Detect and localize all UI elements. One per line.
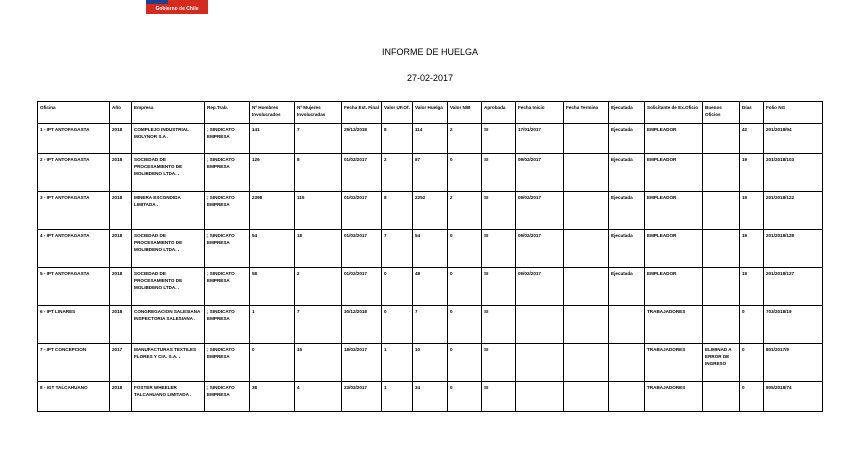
table-cell: ; SINDICATO EMPRESA (205, 124, 250, 154)
table-cell: TRABAJADORES (645, 344, 703, 382)
table-cell: 0 (740, 382, 764, 412)
col-header: Año (110, 102, 132, 124)
table-cell: 19 (740, 268, 764, 306)
strike-report-table (37, 101, 823, 412)
table-cell: SI (482, 268, 516, 306)
table-cell: 0 (448, 230, 482, 268)
table-cell: 18 (295, 230, 342, 268)
table-cell: 3 - IPT ANTOFAGASTA (38, 192, 110, 230)
table-cell: 10 (413, 344, 448, 382)
table-cell: EMPLEADOR (645, 154, 703, 192)
table-cell (703, 268, 740, 306)
table-row (38, 124, 823, 154)
table-cell: 7 (382, 230, 413, 268)
table-cell (564, 382, 609, 412)
table-cell: 801/2017/9 (764, 344, 823, 382)
report-date: 27-02-2017 (406, 73, 454, 83)
table-cell: 23/02/2017 (342, 382, 382, 412)
table-cell: 703/2018/19 (764, 306, 823, 344)
table-cell: 09/02/2017 (516, 192, 564, 230)
table-cell: 7 (295, 306, 342, 344)
gobierno-logo (146, 0, 208, 14)
table-cell: 7 - IPT CONCEPCION (38, 344, 110, 382)
table-cell: 7 (413, 306, 448, 344)
table-cell: 58 (250, 268, 295, 306)
table-row (38, 230, 823, 268)
table-cell: 805/2018/74 (764, 382, 823, 412)
table-cell: SI (482, 124, 516, 154)
table-cell: 19 (740, 154, 764, 192)
table-cell (609, 344, 645, 382)
table-row (38, 154, 823, 192)
table-cell: SOCIEDAD DE PROCESAMIENTO DE MOLIBDENO LTDA. . (132, 154, 205, 192)
table-cell: TRABAJADORES (645, 306, 703, 344)
table-cell: 2018 (110, 306, 132, 344)
table-cell: ; SINDICATO EMPRESA (205, 382, 250, 412)
col-header: Rep.Trab. (205, 102, 250, 124)
table-cell (516, 382, 564, 412)
table-cell: Ejecutada (609, 154, 645, 192)
table-cell: 09/02/2017 (516, 268, 564, 306)
table-cell: SOCIEDAD DE PROCESAMIENTO DE MOLIBDENO LTDA. . (132, 230, 205, 268)
table-cell (564, 230, 609, 268)
table-cell: MANUFACTURAS TEXTILES FLORES Y CIA. S.A. . (132, 344, 205, 382)
table-cell (516, 306, 564, 344)
table-cell: 0 (382, 268, 413, 306)
table-cell: ; SINDICATO EMPRESA (205, 192, 250, 230)
col-header: Oficina (38, 102, 110, 124)
table-cell: 6 - IPT LINARES (38, 306, 110, 344)
table-cell (564, 192, 609, 230)
table-row (38, 344, 823, 382)
col-header: Ejecutada (609, 102, 645, 124)
col-header: Buenos Oficios (703, 102, 740, 124)
table-header-row (38, 102, 823, 124)
table-cell: SI (482, 344, 516, 382)
table-cell: 0 (382, 306, 413, 344)
table-cell: 01/02/2017 (342, 230, 382, 268)
col-header: Valor N/B (448, 102, 482, 124)
col-header: Valor UF.Of. (382, 102, 413, 124)
table-cell: 4 - IPT ANTOFAGASTA (38, 230, 110, 268)
table-cell: 48 (413, 268, 448, 306)
table-cell: Ejecutada (609, 268, 645, 306)
table-cell: 1 - IPT ANTOFAGASTA (38, 124, 110, 154)
table-cell: 0 (448, 268, 482, 306)
table-row (38, 268, 823, 306)
table-cell: 01/02/2017 (342, 268, 382, 306)
table-row (38, 192, 823, 230)
table-cell: SI (482, 382, 516, 412)
table-cell: 201/2018/122 (764, 192, 823, 230)
table-cell: 15 (295, 344, 342, 382)
table-body (38, 124, 823, 412)
table-cell: 01/02/2017 (342, 154, 382, 192)
table-cell: ; SINDICATO EMPRESA (205, 306, 250, 344)
table-cell: 29/12/2018 (342, 124, 382, 154)
table-cell: 2 (295, 268, 342, 306)
col-header: Nº Mujeres Involucradas (295, 102, 342, 124)
logo-text: Gobierno de Chile (146, 4, 208, 14)
table-cell (609, 306, 645, 344)
table-cell: 4 (295, 382, 342, 412)
table-cell: SOCIEDAD DE PROCESAMIENTO DE MOLIBDENO LTDA. . (132, 268, 205, 306)
col-header: Días (740, 102, 764, 124)
table-cell: 2018 (110, 382, 132, 412)
col-header: Aprobada (482, 102, 516, 124)
col-header: Fecha Inicio (516, 102, 564, 124)
table-cell: 5 - IPT ANTOFAGASTA (38, 268, 110, 306)
table-cell: 2 (448, 192, 482, 230)
table-cell: 09/02/2017 (516, 154, 564, 192)
table-cell: 0 (740, 306, 764, 344)
table-cell (516, 344, 564, 382)
table-cell: 42 (740, 124, 764, 154)
col-header: Empresa (132, 102, 205, 124)
table-cell: 2017 (110, 344, 132, 382)
table-cell: 7 (295, 124, 342, 154)
col-header: Solicitante de Ex.Oficio (645, 102, 703, 124)
table-cell: 87 (413, 154, 448, 192)
table-cell: SI (482, 192, 516, 230)
table-row (38, 306, 823, 344)
col-header: Nº Hombres Involucrados (250, 102, 295, 124)
table-cell: 2 (448, 124, 482, 154)
table-cell: 2018 (110, 154, 132, 192)
table-cell: ; SINDICATO EMPRESA (205, 268, 250, 306)
table-cell: 8 (382, 192, 413, 230)
table-cell: 54 (250, 230, 295, 268)
table-cell: Ejecutada (609, 230, 645, 268)
table-cell: 0 (250, 344, 295, 382)
table-cell: 09/02/2017 (516, 230, 564, 268)
table-cell: Ejecutada (609, 192, 645, 230)
table-cell: 2018 (110, 230, 132, 268)
table-cell: Ejecutada (609, 124, 645, 154)
table-cell: ; SINDICATO EMPRESA (205, 154, 250, 192)
table-cell: 18/02/2017 (342, 344, 382, 382)
table-cell: 0 (448, 306, 482, 344)
table-cell: 141 (250, 124, 295, 154)
table-cell: 8 - IGT TALCAHUANO (38, 382, 110, 412)
col-header: Fecha Est. Final (342, 102, 382, 124)
table-cell (564, 124, 609, 154)
table-cell: 2018 (110, 192, 132, 230)
table-cell: 0 (740, 344, 764, 382)
table-cell: TRABAJADORES (645, 382, 703, 412)
table-cell: 0 (448, 154, 482, 192)
table-cell: SI (482, 230, 516, 268)
table-cell: FOSTER WHEELER TALCAHUANO LIMITADA . (132, 382, 205, 412)
table-cell: 30/12/2018 (342, 306, 382, 344)
table-cell: 19 (740, 192, 764, 230)
table-cell (703, 124, 740, 154)
table-cell: 2398 (250, 192, 295, 230)
table-cell: ; SINDICATO EMPRESA (205, 344, 250, 382)
table-cell: 201/2018/127 (764, 268, 823, 306)
table-cell (703, 192, 740, 230)
table-cell (703, 230, 740, 268)
table-cell: 01/02/2017 (342, 192, 382, 230)
table-cell: 2018 (110, 268, 132, 306)
table-cell: EMPLEADOR (645, 268, 703, 306)
table-cell: 114 (413, 124, 448, 154)
table-cell: EMPLEADOR (645, 230, 703, 268)
table-cell: 2 (382, 154, 413, 192)
table-cell: ; SINDICATO EMPRESA (205, 230, 250, 268)
table-cell (703, 306, 740, 344)
table-cell: 1 (382, 344, 413, 382)
table-cell (564, 154, 609, 192)
table-cell: 115 (295, 192, 342, 230)
table-cell: 2252 (413, 192, 448, 230)
table-cell: EMPLEADOR (645, 192, 703, 230)
table-cell: SI (482, 154, 516, 192)
table-cell: 38 (250, 382, 295, 412)
col-header: Folio NG (764, 102, 823, 124)
table-cell (703, 382, 740, 412)
table-row (38, 382, 823, 412)
table-cell: 2 - IPT ANTOFAGASTA (38, 154, 110, 192)
table-cell: CONGREGACION SALESIANA INSPECTORIA SALESIANA . (132, 306, 205, 344)
table-cell: 0 (448, 344, 482, 382)
table-cell: 201/2018/94 (764, 124, 823, 154)
table-cell: 201/2018/128 (764, 230, 823, 268)
table-cell: 126 (250, 154, 295, 192)
table-cell: 8 (382, 124, 413, 154)
col-header: Valor Huelga (413, 102, 448, 124)
report-title: INFORME DE HUELGA (381, 47, 478, 57)
table-cell: COMPLEJO INDUSTRIAL MOLYNOR S.A . (132, 124, 205, 154)
table-cell (703, 154, 740, 192)
table-cell: 2018 (110, 124, 132, 154)
table-cell: 0 (448, 382, 482, 412)
table-cell: 1 (250, 306, 295, 344)
table-cell: EMPLEADOR (645, 124, 703, 154)
table-cell (609, 382, 645, 412)
table-cell (564, 268, 609, 306)
col-header: Fecha Termino (564, 102, 609, 124)
table-cell: MINERA ESCONDIDA LIMITADA . (132, 192, 205, 230)
table-cell: 34 (413, 382, 448, 412)
table-cell: 17/01/2017 (516, 124, 564, 154)
table-cell: 8 (295, 154, 342, 192)
table-cell: 201/2018/103 (764, 154, 823, 192)
table-cell: SI (482, 306, 516, 344)
table-cell: 1 (382, 382, 413, 412)
table-cell: 54 (413, 230, 448, 268)
table-cell: ELIMINAD A ERROR DE INGRESO (703, 344, 740, 382)
table-cell (564, 306, 609, 344)
table-cell (564, 344, 609, 382)
table-cell: 19 (740, 230, 764, 268)
